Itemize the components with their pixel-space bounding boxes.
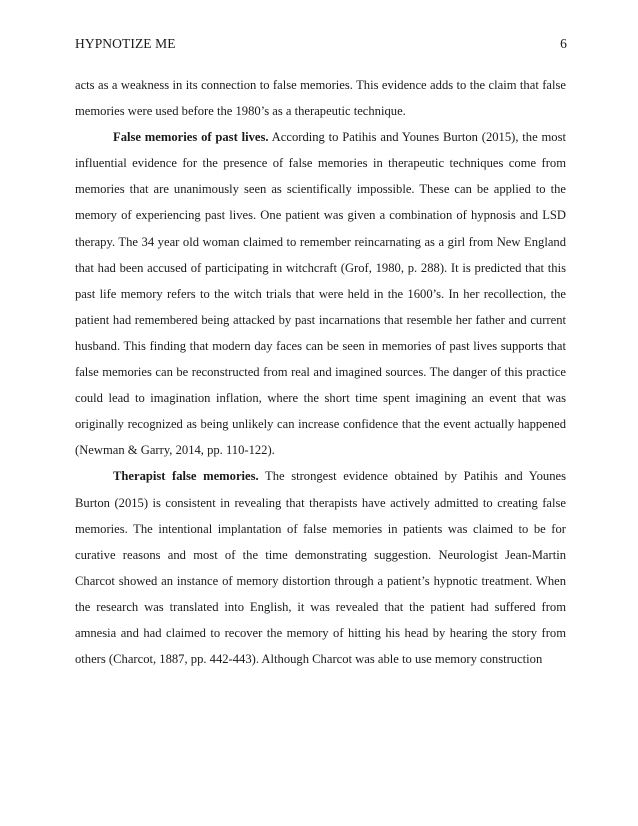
section-heading-therapist: Therapist false memories. — [113, 469, 259, 484]
paragraph-text: According to Patihis and Younes Burton (2015), the most influential evidence for the presence of false memories in therapeutic techniques come from memories that are unanimously seen as scientifically impossible. These can be applied to the memory of experiencing past lives. One patient was given a combination of hypnosis and LSD therapy. The 34 year old woman claimed to remember reincarnating as a girl from New England that had been accused of participating in witchcraft (Grof, 1980, p. 288). It is predicted that this past life memory refers to the witch trials that were held in the 1600’s. In her recollection, the patient had remembered being attacked by past incarnations that resemble her father and current husband. This finding that modern day faces can be seen in memories of past lives supports that false memories can be reconstructed from real and imagined sources. The danger of this practice could lead to imagination inflation, where the short time spent imagining an event that was originally recognized as being unlikely can increase confidence that the event actually happened (Newman & Garry, 2014, pp. 110-122). — [75, 130, 566, 458]
body-text — [75, 72, 566, 672]
paragraph-text: acts as a weakness in its connection to false memories. This evidence adds to the claim that false memories were used before the 1980’s as a therapeutic technique. — [75, 78, 566, 119]
paragraph-text: The strongest evidence obtained by Patihis and Younes Burton (2015) is consistent in revealing that therapists have actively admitted to creating false memories. The intentional implantation of false memories in patients was claimed to be for curative reasons and most of the time demonstrating suggestion. Neurologist Jean-Martin Charcot showed an instance of memory distortion through a patient’s hypnotic treatment. When the research was translated into English, it was revealed that the patient had suffered from amnesia and had claimed to recover the memory of hitting his head by hearing the story from others (Charcot, 1887, pp. 442-443). Although Charcot was able to use memory construction — [75, 469, 566, 667]
running-head-title: HYPNOTIZE ME — [75, 36, 176, 51]
paragraph-past-lives — [75, 124, 566, 463]
section-heading-past-lives: False memories of past lives. — [113, 130, 269, 145]
running-head — [75, 36, 567, 52]
page-number: 6 — [560, 36, 567, 51]
paragraph-therapist — [75, 463, 566, 672]
paragraph-continued — [75, 72, 566, 124]
